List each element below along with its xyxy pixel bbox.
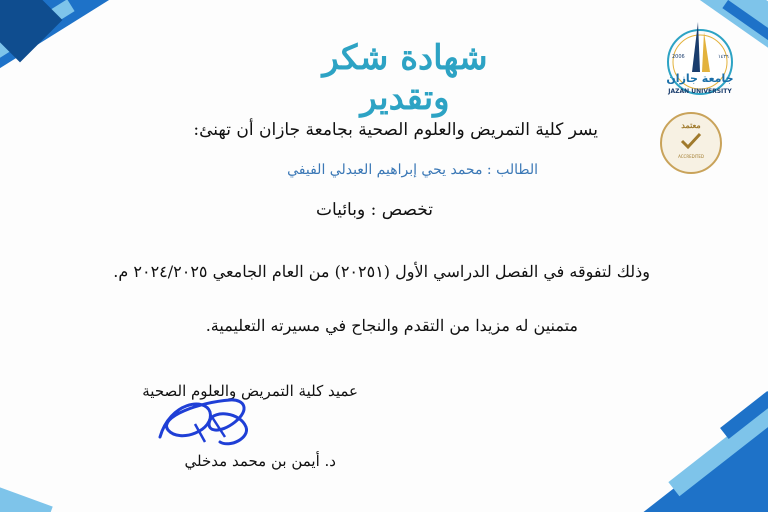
accreditation-seal <box>660 112 722 174</box>
checkmark-icon <box>679 131 703 151</box>
dean-signature <box>150 382 260 462</box>
wish-text: متمنين له مزيدا من التقدم والنجاح في مسيرته التعليمية. <box>205 316 578 335</box>
major-text: تخصص : وبائيات <box>316 200 433 220</box>
corner-decoration-bottom-left <box>0 479 53 512</box>
reason-text: وذلك لتفوقه في الفصل الدراسي الأول (٢٠٢٥١) من العام الجامعي ٢٠٢٤/٢٠٢٥ م. <box>113 262 650 281</box>
certificate-title: شهادة شكر وتقدير <box>322 38 488 118</box>
dean-title: عميد كلية التمريض والعلوم الصحية <box>142 382 358 400</box>
logo-year-right: ١٤٢٦ <box>718 54 729 60</box>
logo-name-ar: جامعة جازان <box>666 72 734 85</box>
logo-year-left: 2006 <box>672 54 685 60</box>
seal-label-en: ACCREDITED <box>678 154 704 159</box>
student-name: الطالب : محمد يحي إبراهيم العبدلي الفيفي <box>287 162 538 178</box>
dean-name: د. أيمن بن محمد مدخلي <box>184 452 336 470</box>
logo-name-en: JAZAN UNIVERSITY <box>668 88 732 95</box>
seal-label-ar: معتمد <box>681 120 701 130</box>
intro-text: يسر كلية التمريض والعلوم الصحية بجامعة جازان أن تهنئ: <box>193 120 598 140</box>
